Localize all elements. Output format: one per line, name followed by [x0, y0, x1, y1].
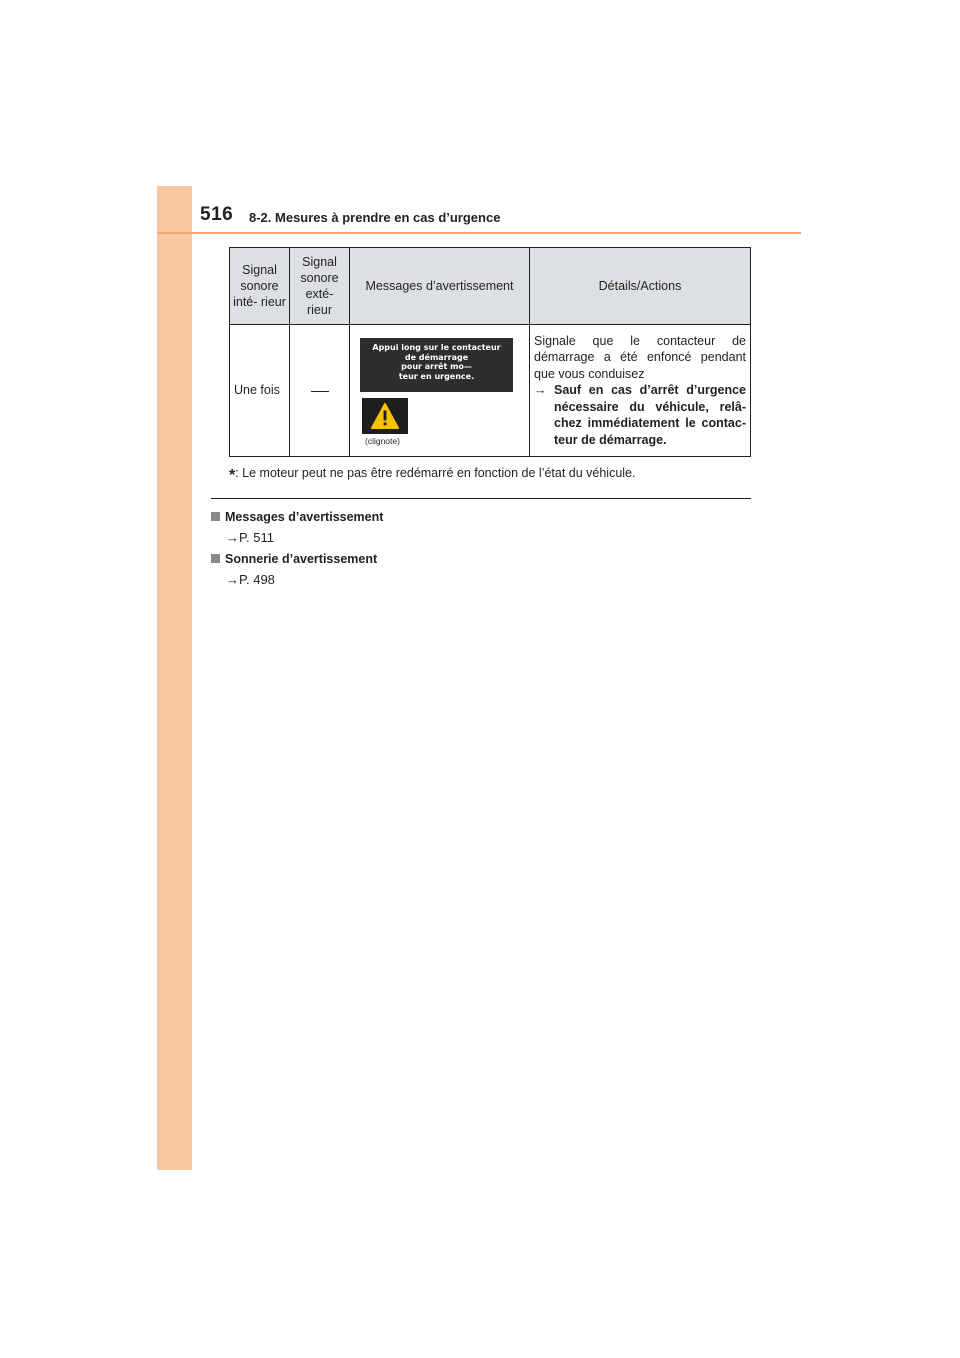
details-text: Signale que le contacteur de démarrage a été enfoncé pendant que vous conduisez	[534, 333, 746, 381]
header-interior-buzzer: Signal sonore inté- rieur	[230, 248, 290, 325]
display-line: pour arrêt mo—	[401, 362, 472, 371]
section-heading-messages	[211, 510, 383, 524]
display-line: Appui long sur le contacteur	[372, 343, 501, 352]
details-action: Sauf en cas d’arrêt d’urgence nécessaire du véhicule, relâ- chez immédiatement le contac- teur de démarrage.	[554, 383, 746, 447]
cell-exterior-buzzer	[290, 325, 350, 457]
page-number: 516	[200, 204, 234, 225]
side-color-band	[157, 186, 192, 1170]
header-details: Détails/Actions	[530, 248, 751, 325]
details-action-line	[534, 382, 746, 448]
cell-interior-buzzer: Une fois	[230, 325, 290, 457]
display-line: teur en urgence.	[398, 371, 475, 381]
separator-rule	[211, 498, 751, 499]
warning-triangle-icon	[362, 398, 408, 434]
section-title: 8-2. Mesures à prendre en cas d’urgence	[249, 210, 501, 225]
section-heading-label: Sonnerie d’avertissement	[225, 552, 378, 566]
section-heading-buzzer	[211, 552, 377, 566]
page-reference-link[interactable]: →P. 498	[226, 572, 275, 587]
footnote	[229, 466, 635, 485]
header-rule	[157, 232, 801, 234]
footnote-text: : Le moteur peut ne pas être redémarré en fonction de l’état du véhicule.	[235, 466, 636, 480]
icon-caption: (clignote)	[365, 436, 400, 446]
footnote-mark: *	[229, 467, 236, 484]
square-bullet-icon	[211, 554, 220, 563]
square-bullet-icon	[211, 512, 220, 521]
display-line: de démarrage	[404, 352, 469, 362]
header-messages: Messages d’avertissement	[350, 248, 530, 325]
header-exterior-buzzer: Signal sonore exté- rieur	[290, 248, 350, 325]
dash-mark	[311, 391, 329, 392]
table-header-row	[230, 248, 751, 325]
cell-details	[530, 325, 751, 457]
arrow-icon: →	[534, 383, 547, 398]
section-heading-label: Messages d’avertissement	[225, 510, 384, 524]
warning-message-display	[360, 338, 513, 392]
page-reference-link[interactable]: →P. 511	[226, 530, 274, 545]
